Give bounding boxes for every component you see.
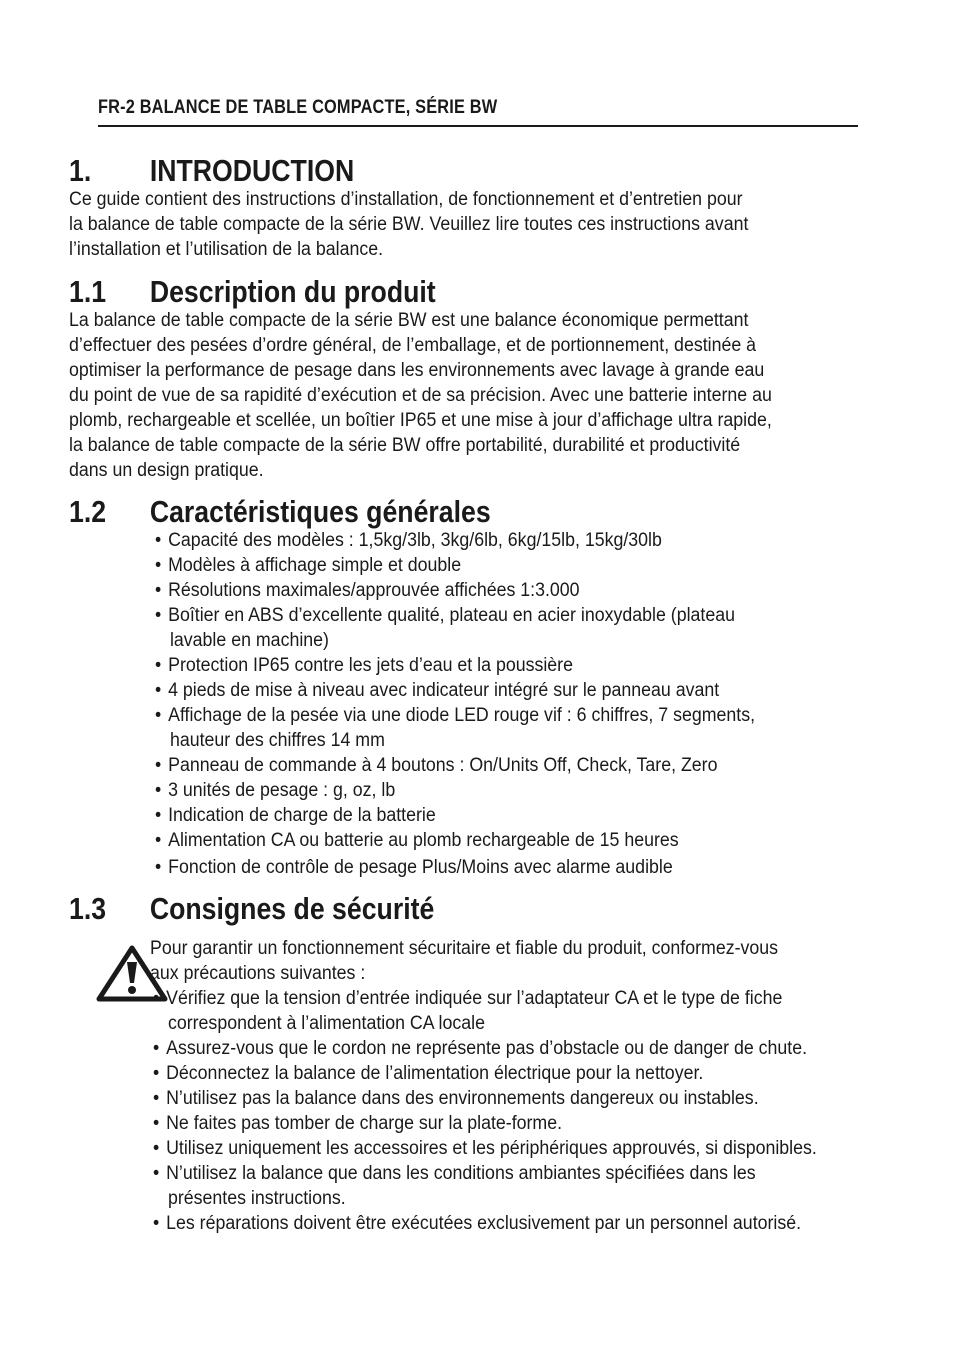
- section-heading-introduction: [69, 154, 354, 188]
- description-paragraph: [69, 308, 798, 483]
- list-item: [155, 603, 755, 653]
- list-item: [155, 703, 755, 753]
- list-item-text: Capacité des modèles : 1,5kg/3lb, 3kg/6lb, 6kg/15lb, 15kg/30lb: [168, 530, 662, 551]
- section-title: Description du produit: [149, 274, 436, 309]
- list-item: [153, 1136, 817, 1161]
- list-item: [155, 828, 755, 853]
- section-number: 1.: [69, 153, 92, 188]
- list-item-text: 4 pieds de mise à niveau avec indicateur intégré sur le panneau avant: [168, 680, 720, 701]
- list-item-continuation: hauteur des chiffres 14 mm: [169, 730, 385, 751]
- list-item-continuation: correspondent à l’alimentation CA locale: [167, 1013, 485, 1034]
- list-item-text: Protection IP65 contre les jets d’eau et la poussière: [168, 655, 573, 676]
- section-title: INTRODUCTION: [149, 153, 355, 188]
- paragraph-line: Ce guide contient des instructions d’installation, de fonctionnement et d’entretien pour: [69, 189, 743, 210]
- list-item-text: Ne faites pas tomber de charge sur la plate-forme.: [166, 1113, 563, 1134]
- list-item: [155, 528, 755, 553]
- header-rule: [98, 125, 858, 127]
- list-item-text: 3 unités de pesage : g, oz, lb: [168, 780, 396, 801]
- list-item: [155, 803, 755, 828]
- list-item-text: Indication de charge de la batterie: [168, 805, 436, 826]
- paragraph-line: d’effectuer des pesées d’ordre général, de l’emballage, et de portionnement, destinée à: [69, 335, 757, 356]
- list-item-text: Vérifiez que la tension d’entrée indiquée sur l’adaptateur CA et le type de fiche: [166, 988, 783, 1009]
- list-item-text: Assurez-vous que le cordon ne représente pas d’obstacle ou de danger de chute.: [166, 1038, 808, 1059]
- section-number: 1.2: [69, 494, 107, 529]
- section-heading-features: [69, 495, 491, 529]
- list-item: [155, 678, 755, 703]
- list-item: [153, 1211, 817, 1236]
- list-item: [155, 855, 755, 880]
- list-item-text: Boîtier en ABS d’excellente qualité, plateau en acier inoxydable (plateau: [168, 605, 735, 626]
- page-header: FR-2 BALANCE DE TABLE COMPACTE, SÉRIE BW: [98, 97, 498, 118]
- list-item: [155, 778, 755, 803]
- list-item-continuation: lavable en machine): [169, 630, 329, 651]
- section-heading-description: [69, 275, 436, 309]
- list-item-text: N’utilisez pas la balance dans des environnements dangereux ou instables.: [166, 1088, 759, 1109]
- list-item: [153, 1086, 817, 1111]
- paragraph-line: dans un design pratique.: [69, 460, 264, 481]
- paragraph-line: optimiser la performance de pesage dans les environnements avec lavage à grande eau: [69, 360, 765, 381]
- features-list: [155, 528, 755, 880]
- list-item-text: Fonction de contrôle de pesage Plus/Moins avec alarme audible: [168, 857, 673, 878]
- section-title: Caractéristiques générales: [149, 494, 491, 529]
- list-item: [155, 653, 755, 678]
- list-item-text: N’utilisez la balance que dans les conditions ambiantes spécifiées dans les: [166, 1163, 756, 1184]
- paragraph-line: plomb, rechargeable et scellée, un boîtier IP65 et une mise à jour d’affichage ultra rapide,: [69, 410, 772, 431]
- list-item-text: Déconnectez la balance de l’alimentation électrique pour la nettoyer.: [166, 1063, 704, 1084]
- list-item-text: Affichage de la pesée via une diode LED rouge vif : 6 chiffres, 7 segments,: [168, 705, 756, 726]
- section-number: 1.1: [69, 274, 107, 309]
- list-item-continuation: présentes instructions.: [167, 1188, 346, 1209]
- list-item-text: Modèles à affichage simple et double: [168, 555, 462, 576]
- section-title: Consignes de sécurité: [149, 891, 435, 926]
- paragraph-line: la balance de table compacte de la série BW offre portabilité, durabilité et productivité: [69, 435, 741, 456]
- list-item-text: Alimentation CA ou batterie au plomb rechargeable de 15 heures: [168, 830, 679, 851]
- list-item: [153, 1161, 817, 1211]
- list-item: [155, 753, 755, 778]
- safety-intro: [150, 936, 805, 986]
- paragraph-line: aux précautions suivantes :: [150, 963, 366, 984]
- list-item: [155, 578, 755, 603]
- section-heading-safety: [69, 892, 434, 926]
- list-item-text: Utilisez uniquement les accessoires et les périphériques approuvés, si disponibles.: [166, 1138, 817, 1159]
- safety-list: [153, 986, 817, 1236]
- paragraph-line: Pour garantir un fonctionnement sécuritaire et fiable du produit, conformez-vous: [150, 938, 779, 959]
- section-number: 1.3: [69, 891, 107, 926]
- list-item-text: Résolutions maximales/approuvée affichées 1:3.000: [168, 580, 580, 601]
- paragraph-line: l’installation et l’utilisation de la balance.: [69, 239, 384, 260]
- list-item: [153, 986, 817, 1036]
- list-item-text: Panneau de commande à 4 boutons : On/Units Off, Check, Tare, Zero: [168, 755, 718, 776]
- paragraph-line: du point de vue de sa rapidité d’exécution et de sa précision. Avec une batterie interne au: [69, 385, 772, 406]
- paragraph-line: la balance de table compacte de la série BW. Veuillez lire toutes ces instructions avant: [69, 214, 749, 235]
- list-item: [155, 553, 755, 578]
- list-item: [153, 1036, 817, 1061]
- list-item: [153, 1111, 817, 1136]
- intro-paragraph: [69, 187, 798, 262]
- paragraph-line: La balance de table compacte de la série BW est une balance économique permettant: [69, 310, 749, 331]
- list-item-text: Les réparations doivent être exécutées exclusivement par un personnel autorisé.: [166, 1213, 802, 1234]
- list-item: [153, 1061, 817, 1086]
